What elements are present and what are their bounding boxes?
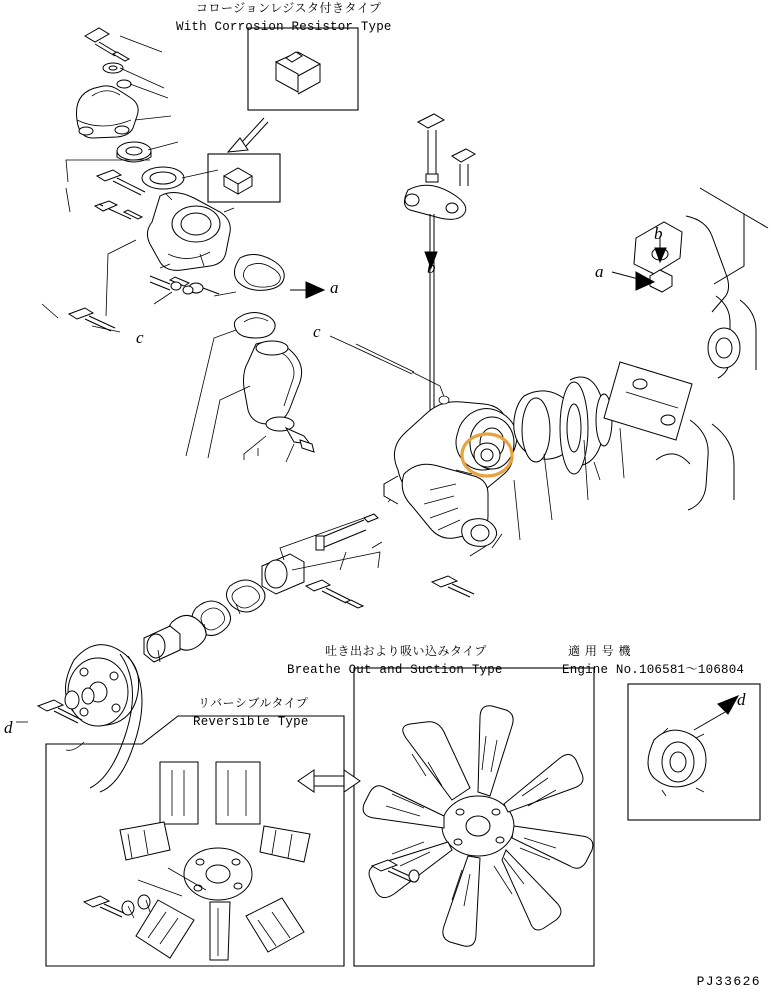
callout-b-right: b (654, 224, 663, 243)
callout-d-left: d (4, 718, 13, 737)
group-title-jp-corrosion-resistor: コロージョンレジスタ付きタイプ (196, 1, 382, 15)
callout-a-left: a (330, 278, 339, 297)
callout-c-left: c (136, 328, 144, 347)
part-number: PJ33626 (696, 974, 761, 989)
group-title-jp-applicable-machine: 適 用 号 機 (568, 644, 631, 658)
group-title-en-breathe-out-suction: Breathe Out and Suction Type (287, 663, 503, 677)
callout-b-center: b (427, 258, 436, 277)
group-title-jp-breathe-out-suction: 吐き出おより吸い込みタイプ (325, 644, 487, 658)
group-title-en-reversible: Reversible Type (193, 715, 309, 729)
group-title-jp-reversible: リバーシブルタイプ (198, 696, 309, 710)
callout-c-mid: c (313, 322, 321, 341)
callout-d-right: d (737, 690, 746, 709)
group-title-en-corrosion-resistor: With Corrosion Resistor Type (176, 20, 392, 34)
group-title-en-applicable-machine: Engine No.106581〜106804 (562, 663, 745, 677)
callout-a-right: a (595, 262, 604, 281)
